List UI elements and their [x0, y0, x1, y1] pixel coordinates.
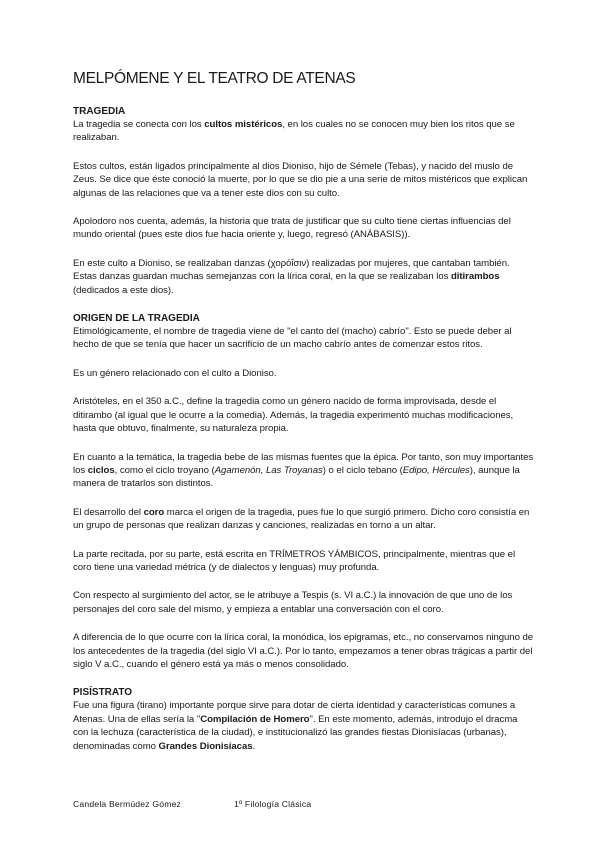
text-run: Aristóteles, en el 350 a.C., define la tragedia como un género nacido de forma improvisada, desde el ditirambo (al igual que le ocurre a la comedia). Además, la tragedia experimentó muchas modificaciones, hasta que obtuvo, finalmente, su naturaleza propia. [73, 396, 514, 435]
text-run: ". En este momento, además, introdujo el dracma con la lechuza (característica de la ciudad), e institucionalizó las grandes fiestas Dionisíacas (urbanas), denominadas como [73, 713, 518, 752]
paragraph [73, 589, 535, 616]
paragraph [73, 548, 535, 575]
bold-text: Grandes Dionisíacas [158, 740, 253, 752]
text-run: , como el ciclo troyano ( [114, 464, 215, 476]
text-run: Con respecto al surgimiento del actor, se le atribuye a Tespis (s. VI a.C.) la innovación de que uno de los personajes del coro sale del mismo, y empieza a entablar una conversación con el coro. [73, 590, 513, 615]
paragraph [73, 631, 535, 671]
paragraph [73, 160, 535, 200]
bold-text: ditirambos [450, 271, 500, 283]
footer-author: Candela Bermúdez Gómez [73, 799, 182, 809]
text-run: marca el origen de la tragedia, pues fue lo que surgió primero. Dicho coro consistía en un grupo de personas que realizan danzas y canciones, realizadas en torno a un altar. [73, 506, 530, 532]
section-heading: ORIGEN DE LA TRAGEDIA [73, 313, 200, 325]
text-run: (dedicados a este dios). [73, 284, 174, 296]
paragraph [73, 506, 535, 533]
paragraph [73, 325, 535, 352]
bold-text: ciclos [87, 464, 115, 476]
paragraph [73, 451, 535, 491]
text-run: Estos cultos, están ligados principalmente al dios Dioniso, hijo de Sémele (Tebas), y nacido del muslo de Zeus. Se dice que éste conoció la muerte, por lo que se dio pie a una serie de mitos mistéricos que explican algunas de las relaciones que va a tener este dios con su culto. [73, 160, 528, 199]
text-run: En cuanto a la temática, la tragedia bebe de las mismas fuentes que la épica. Por tanto, son muy importantes los [73, 451, 534, 476]
text-run: En este culto a Dioniso, se realizaban danzas (χορόΐσιν) realizadas por mujeres, que cantaban también. Estas danzas guardan muchas semejanzas con la lírica coral, en la que se realizaban los [73, 257, 510, 283]
paragraph [73, 257, 535, 297]
text-run: , en los cuales no se conocen muy bien los ritos que se realizaban. [73, 119, 515, 144]
text-run: Etimológicamente, el nombre de tragedia viene de "el canto del (macho) cabrío". Esto se puede deber al hecho de que se tenía que hacer un sacrificio de un macho cabrío antes de comenzar estos ritos. [73, 326, 512, 351]
paragraph [73, 215, 535, 242]
text-run: Fue una figura (tirano) importante porque sirve para dotar de cierta identidad y características comunes a Atenas. Una de ellas sería la " [73, 700, 516, 725]
text-run: La tragedia se conecta con los [73, 119, 205, 130]
text-run: . [252, 740, 256, 752]
bold-text: coro [143, 506, 165, 518]
section-heading: PISÍSTRATO [73, 687, 133, 699]
text-run: ) o el ciclo tebano ( [322, 464, 403, 476]
page-title: MELPÓMENE Y EL TEATRO DE ATENAS [73, 70, 356, 87]
text-run: El desarrollo del [73, 506, 144, 518]
text-run: La parte recitada, por su parte, está escrita en TRÍMETROS YÁMBICOS, principalmente, mientras que el coro tiene una variedad métrica (y de dialectos y lenguas) muy profunda. [73, 548, 516, 573]
italic-text: Agamenón, Las Troyanas [214, 464, 323, 476]
document-body [73, 105, 535, 768]
italic-text: Edipo, Hércules [402, 464, 470, 476]
text-run: Apolodoro nos cuenta, además, la historia que trata de justificar que su culto tiene ciertas influencias del mundo oriental (pues este dios fue hacia oriente y, luego, regresó (ANÁBASIS)). [73, 216, 511, 241]
section-heading: TRAGEDIA [73, 106, 126, 117]
bold-text: Compilación de Homero [200, 713, 310, 725]
text-run: ), aunque la manera de tratarlos son distintos. [73, 464, 520, 490]
text-run: Es un género relacionado con el culto a Dioniso. [73, 367, 277, 379]
paragraph [73, 395, 535, 435]
paragraph [73, 699, 535, 753]
text-run: A diferencia de lo que ocurre con la lírica coral, la monódica, los epigramas, etc., no conservamos ninguno de los antecedentes de la tragedia (del siglo VI a.C.). Por lo tanto, empezamos a tener obras trágicas a partir del siglo V a.C., cuando el género está ya más o menos consolidado. [73, 632, 534, 670]
bold-text: cultos mistéricos [204, 119, 283, 130]
paragraph [73, 118, 535, 145]
paragraph [73, 367, 535, 380]
footer-course: 1º Filología Clásica [234, 799, 312, 809]
